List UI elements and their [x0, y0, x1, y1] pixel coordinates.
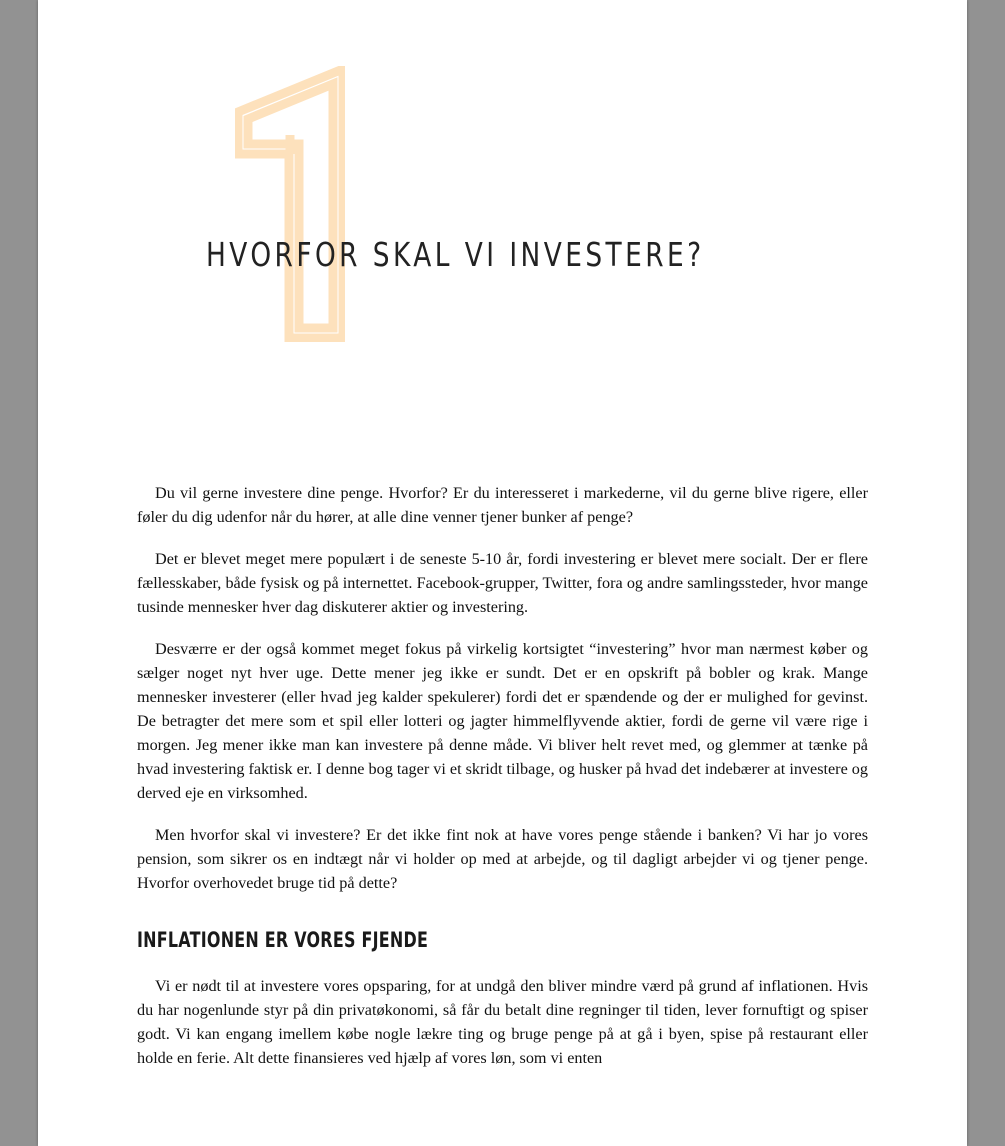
body-paragraph: Vi er nødt til at investere vores opsparing, for at undgå den bliver mindre værd på grund af inflationen. Hvis du har nogenlunde styr på din privatøkonomi, så får du betalt dine regninger til tiden, lever fornuftigt og spiser godt. Vi kan engang imellem købe nogle lækre ting og bruge penge på at gå i byen, spise på restaurant eller holde en ferie. Alt dette finansieres ved hjælp af vores løn, som vi enten [137, 977, 868, 1068]
body-paragraph: Men hvorfor skal vi investere? Er det ikke fint nok at have vores penge stående i banken? Vi har jo vores pension, som sikrer os en indtægt når vi holder op med at arbejde, og til dagligt arbejder vi og tjener penge. Hvorfor overhovedet bruge tid på dette? [137, 826, 868, 892]
chapter-title: HVORFOR SKAL VI INVESTERE? [206, 235, 705, 274]
body-paragraph: Desværre er der også kommet meget fokus på virkelig kortsigtet “investering” hvor man nærmest køber og sælger noget nyt hver uge. Dette mener jeg ikke er sundt. Det er en opskrift på bobler og krak. Mange mennesker investerer (eller hvad jeg kalder spekulerer) fordi det er spændende og der er mulighed for gevinst. De betragter det mere som et spil eller lotteri og jagter himmelflyvende aktier, fordi de gerne vil være rige i morgen. Jeg mener ikke man kan investere på denne måde. Vi bliver helt revet med, og glemmer at tænke på hvad investering faktisk er. I denne bog tager vi et skridt tilbage, og husker på hvad det indebærer at investere og derved eje en virksomhed. [137, 640, 868, 802]
document-page [38, 0, 967, 1146]
numeral-one-outline [238, 69, 343, 338]
body-paragraph: Det er blevet meget mere populært i de seneste 5-10 år, fordi investering er blevet mere socialt. Der er flere fællesskaber, både fysisk og på internettet. Facebook-grupper, Twitter, fora og andre samlingssteder, hvor mange tusinde mennesker hver dag diskuterer aktier og investering. [137, 550, 868, 616]
chapter-body [137, 481, 868, 1088]
body-paragraph: Du vil gerne investere dine penge. Hvorfor? Er du interesseret i markederne, vil du gerne blive rigere, eller føler du dig udenfor når du hører, at alle dine venner tjener bunker af penge? [137, 484, 868, 526]
section-heading: INFLATIONEN ER VORES FJENDE [137, 928, 429, 952]
chapter-number-graphic [235, 66, 345, 342]
